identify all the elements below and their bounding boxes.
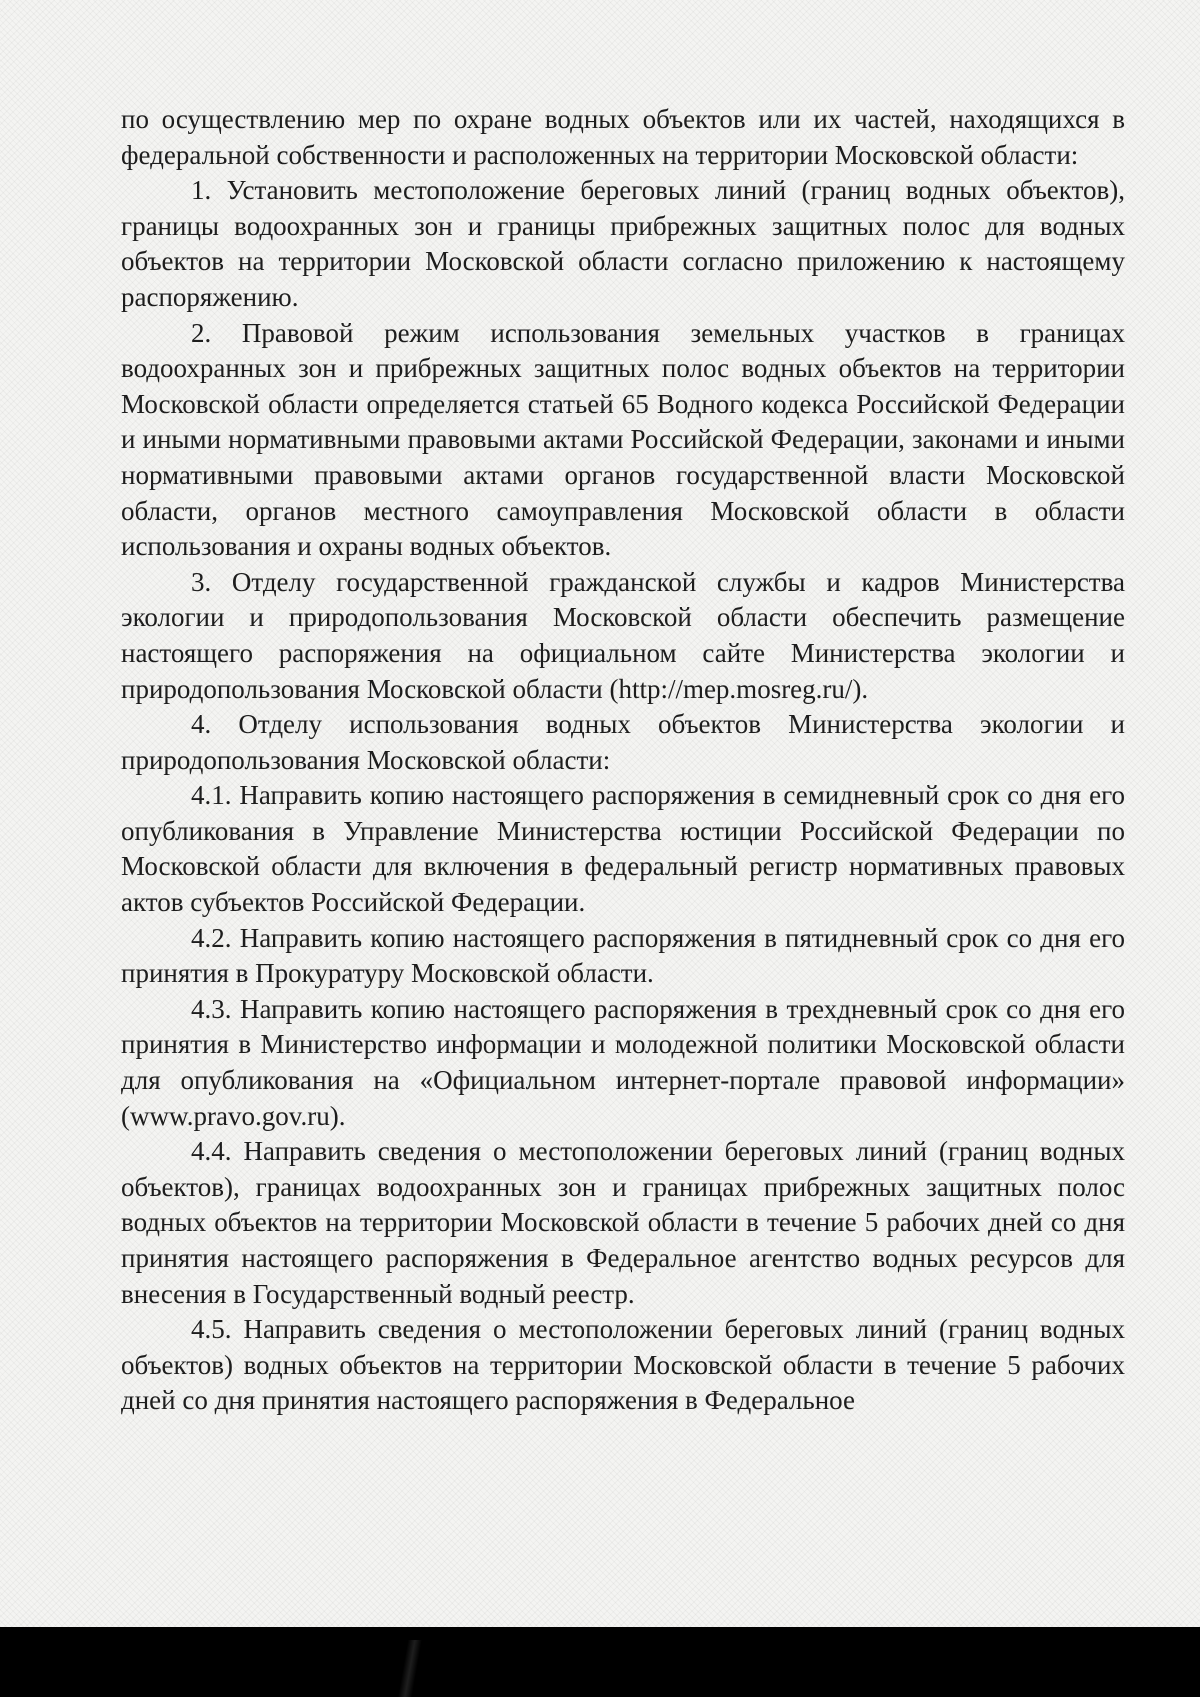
paragraph-item-4-4: 4.4. Направить сведения о местоположении береговых линий (границ водных объектов), границах водоохранных зон и границах прибрежных защитных полос водных объектов на территории Московской области в течение 5 рабочих дней со дня принятия настоящего распоряжения в Федеральное агентство водных ресурсов для внесения в Государственный водный реестр. [121,1136,1125,1309]
paragraph-item-4: 4. Отделу использования водных объектов Министерства экологии и природопользования Московской области: [121,709,1125,775]
paragraph-item-1: 1. Установить местоположение береговых линий (границ водных объектов), границы водоохранных зон и границы прибрежных защитных полос для водных объектов на территории Московской области согласно приложению к настоящему распоряжению. [121,175,1125,312]
paragraph-intro: по осуществлению мер по охране водных объектов или их частей, находящихся в федеральной собственности и расположенных на территории Московской области: [121,104,1125,170]
paragraph-item-4-1: 4.1. Направить копию настоящего распоряжения в семидневный срок со дня его опубликования в Управление Министерства юстиции Российской Федерации по Московской области для включения в федеральный регистр нормативных правовых актов субъектов Российской Федерации. [121,780,1125,918]
document-body [121,102,1125,1419]
paragraph-item-3: 3. Отделу государственной гражданской службы и кадров Министерства экологии и природопользования Московской области обеспечить размещение настоящего распоряжения на официальном сайте Министерства экологии и природопользования Московской области (http://mep.mosreg.ru/). [121,566,1125,704]
scan-border [0,1627,1200,1697]
paragraph-item-2: 2. Правовой режим использования земельных участков в границах водоохранных зон и прибрежных защитных полос водных объектов на территории Московской области определяется статьей 65 Водного кодекса Российской Федерации и иными нормативными правовыми актами Российской Федерации, законами и иными нормативными правовыми актами органов государственной власти Московской области, органов местного самоуправления Московской области в области использования и охраны водных объектов. [121,317,1125,562]
paragraph-item-4-2: 4.2. Направить копию настоящего распоряжения в пятидневный срок со дня его принятия в Прокуратуру Московской области. [121,922,1125,989]
paragraph-item-4-3: 4.3. Направить копию настоящего распоряжения в трехдневный срок со дня его принятия в Министерство информации и молодежной политики Московской области для опубликования на «Официальном интернет-портале правовой информации» (www.pravo.gov.ru). [121,993,1125,1131]
scan-artifact [380,1640,440,1697]
paragraph-item-4-5: 4.5. Направить сведения о местоположении береговых линий (границ водных объектов) водных объектов на территории Московской области в течение 5 рабочих дней со дня принятия настоящего распоряжения в Федеральное [121,1314,1125,1416]
